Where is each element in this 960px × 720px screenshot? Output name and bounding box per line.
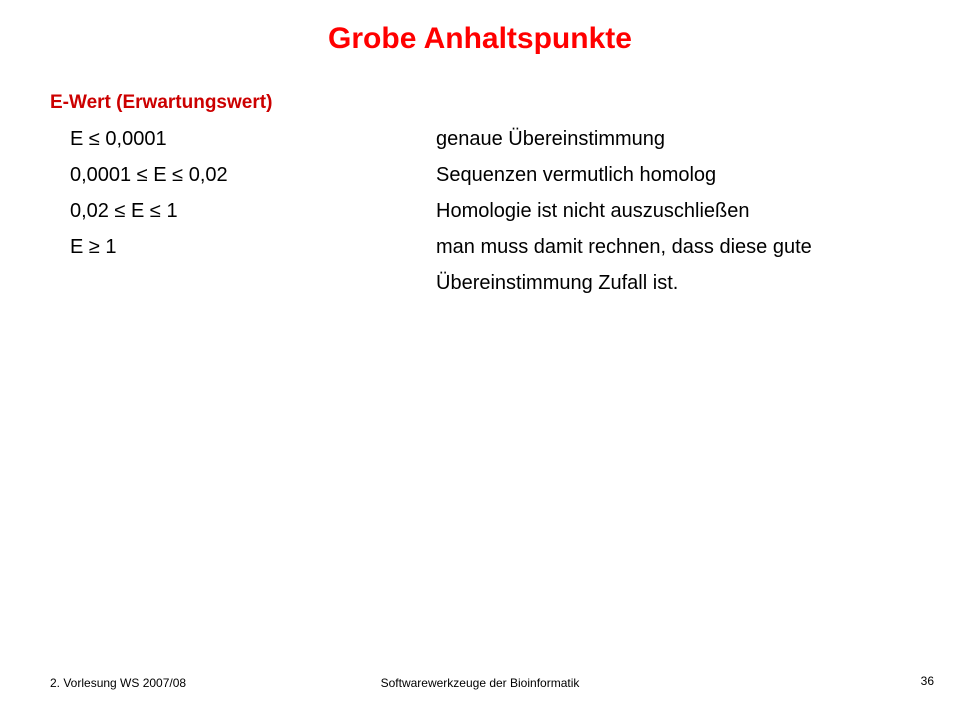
criteria-range: E ≥ 1: [70, 236, 117, 258]
e-value-criteria-table: [70, 125, 910, 305]
criteria-row: [70, 233, 910, 269]
footer-course-title: Softwarewerkzeuge der Bioinformatik: [380, 676, 580, 690]
footer-lecture-info: 2. Vorlesung WS 2007/08: [50, 676, 187, 690]
criteria-continuation-row: [70, 269, 910, 305]
criteria-meaning: Homologie ist nicht auszuschließen: [436, 200, 750, 222]
criteria-meaning: man muss damit rechnen, dass diese gute: [436, 236, 812, 258]
criteria-row: [70, 125, 910, 161]
footer-page-number: 36: [920, 674, 934, 688]
criteria-range: 0,02 ≤ E ≤ 1: [70, 200, 178, 222]
criteria-range: E ≤ 0,0001: [70, 128, 167, 150]
slide-title: Grobe Anhaltspunkte: [328, 22, 632, 55]
criteria-range: 0,0001 ≤ E ≤ 0,02: [70, 164, 228, 186]
criteria-meaning: Sequenzen vermutlich homolog: [436, 164, 717, 186]
criteria-row: [70, 197, 910, 233]
criteria-meaning-continuation: Übereinstimmung Zufall ist.: [436, 272, 679, 294]
criteria-row: [70, 161, 910, 197]
section-heading: E-Wert (Erwartungswert): [50, 92, 273, 113]
criteria-meaning: genaue Übereinstimmung: [436, 128, 666, 150]
